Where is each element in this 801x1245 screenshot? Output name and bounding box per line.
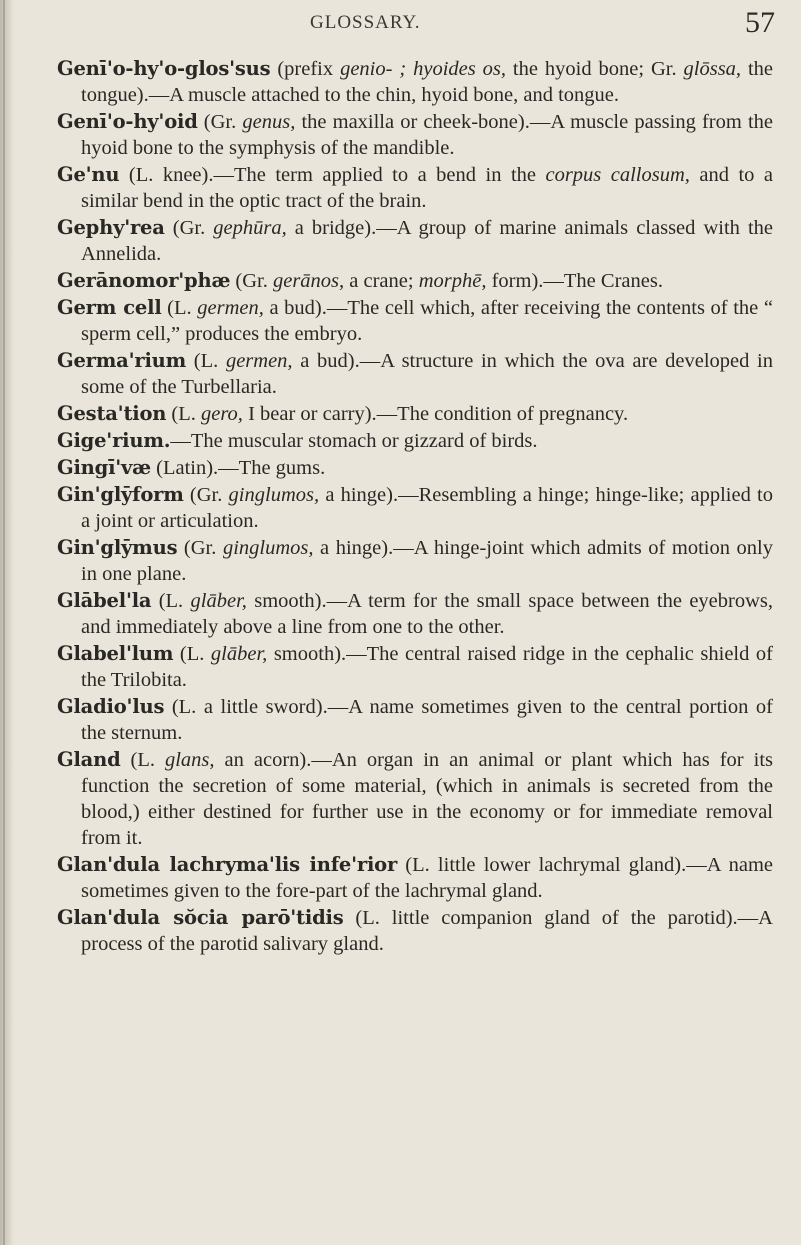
entry-headword: Glan'dula sŏcia parō'tidis	[57, 906, 344, 929]
entry-definition-text: the tongue).—A muscle attached to the chin, hyoid bone, and tongue.	[81, 58, 774, 106]
entry-definition-text: a bud).—A structure in which the ova are developed in some of the Turbellaria.	[81, 350, 774, 398]
entry-etymon: glāber,	[210, 643, 268, 665]
entry-definition-text: (L. knee).—The term applied to a bend in the	[119, 164, 546, 186]
entry-definition-text: (L. little lower lachrymal gland).—A name sometimes given to the fore-part of the lachrymal gland.	[81, 854, 773, 902]
glossary-entries	[57, 56, 773, 958]
entry-definition-text: a bridge).—A group of marine animals classed with the Annelida.	[81, 217, 773, 265]
entry-headword: Glan'dula lachryma'lis infe'rior	[57, 853, 398, 876]
entry-definition-text: (prefix	[270, 58, 341, 80]
entry-headword: Gin'glȳform	[57, 483, 184, 506]
entry-definition-text: —The muscular stomach or gizzard of birds.	[170, 430, 538, 452]
entry-etymon: glōssa,	[683, 58, 742, 80]
entry-definition-text: (L.	[166, 403, 201, 425]
entry-definition-text: and to a similar bend in the optic tract of the brain.	[81, 164, 773, 212]
entry-definition-text: (Latin).—The gums.	[151, 457, 326, 479]
glossary-entry	[57, 905, 773, 957]
running-head	[0, 6, 801, 46]
entry-etymon: ginglumos,	[222, 537, 314, 559]
entry-headword: Germ cell	[57, 296, 162, 319]
glossary-entry	[57, 215, 773, 267]
glossary-entry	[57, 641, 773, 693]
entry-etymon: germen,	[197, 297, 264, 319]
entry-etymon: gero,	[200, 403, 243, 425]
entry-definition-text: (L. little companion gland of the parotid).—A process of the parotid salivary gland.	[81, 907, 773, 955]
entry-etymon: germen,	[225, 350, 293, 372]
entry-definition-text: (Gr.	[183, 484, 229, 506]
entry-etymon: genio- ; hyoides os,	[340, 58, 506, 80]
entry-etymon: glāber,	[190, 590, 247, 612]
entry-definition-text: (Gr.	[230, 270, 273, 292]
entry-definition-text: a crane;	[344, 270, 419, 292]
glossary-entry	[57, 268, 773, 294]
entry-definition-text: an acorn).—An organ in an animal or plant which has for its function the secretion of some material, (which in animals is secreted from the blood,) either destined for further use in the economy or for immediate removal from it.	[81, 749, 773, 849]
entry-headword: Germa'rium	[57, 349, 187, 372]
entry-definition-text: form).—The Cranes.	[486, 270, 663, 292]
glossary-entry	[57, 109, 773, 161]
glossary-entry	[57, 694, 773, 746]
glossary-entry	[57, 852, 773, 904]
glossary-entry	[57, 162, 773, 214]
entry-headword: Genī'o-hy'oid	[57, 110, 198, 133]
glossary-entry	[57, 348, 773, 400]
entry-etymon: genus,	[242, 111, 296, 133]
entry-headword: Gingī'væ	[57, 456, 151, 479]
entry-definition-text: (L.	[161, 297, 198, 319]
entry-definition-text: smooth).—The central raised ridge in the cephalic shield of the Trilobita.	[81, 643, 773, 691]
entry-headword: Ge'nu	[57, 163, 120, 186]
glossary-entry	[57, 56, 773, 108]
entry-headword: Glabel'lum	[57, 642, 174, 665]
glossary-entry	[57, 535, 773, 587]
glossary-entry	[57, 401, 773, 427]
entry-headword: Glābel'la	[57, 589, 152, 612]
glossary-entry	[57, 428, 773, 454]
entry-etymon: morphē,	[418, 270, 487, 292]
entry-definition-text: (L.	[186, 350, 226, 372]
entry-etymon: gephūra,	[213, 217, 287, 239]
entry-definition-text: (L.	[151, 590, 191, 612]
entry-headword: Gladio'lus	[57, 695, 165, 718]
entry-etymon: corpus callosum,	[545, 164, 690, 186]
entry-definition-text: a hinge).—A hinge-joint which admits of motion only in one plane.	[81, 537, 773, 585]
entry-definition-text: (L.	[173, 643, 211, 665]
entry-headword: Gige'rium.	[57, 429, 171, 452]
entry-headword: Gephy'rea	[57, 216, 165, 239]
entry-definition-text: (L. a little sword).—A name sometimes given to the central portion of the sternum.	[81, 696, 773, 744]
entry-headword: Gland	[57, 748, 121, 771]
entry-definition-text: (Gr.	[197, 111, 243, 133]
entry-definition-text: a hinge).—Resembling a hinge; hinge-like; applied to a joint or articulation.	[81, 484, 773, 532]
page-number: 57	[745, 6, 775, 39]
entry-etymon: ginglumos,	[228, 484, 320, 506]
entry-definition-text: (L.	[120, 749, 165, 771]
glossary-entry	[57, 295, 773, 347]
entry-definition-text: (Gr.	[177, 537, 223, 559]
entry-definition-text: the maxilla or cheek-bone).—A muscle passing from the hyoid bone to the symphysis of the mandible.	[81, 111, 773, 159]
glossary-entry	[57, 482, 773, 534]
entry-definition-text: a bud).—The cell which, after receiving the contents of the “ sperm cell,” produces the embryo.	[81, 297, 773, 345]
glossary-entry	[57, 455, 773, 481]
entry-definition-text: the hyoid bone; Gr.	[506, 58, 684, 80]
page-title: GLOSSARY.	[310, 12, 421, 33]
entry-etymon: gerānos,	[272, 270, 345, 292]
entry-headword: Gin'glȳmus	[57, 536, 178, 559]
entry-definition-text: I bear or carry).—The condition of pregnancy.	[242, 403, 629, 425]
entry-definition-text: (Gr.	[164, 217, 214, 239]
glossary-entry	[57, 588, 773, 640]
entry-etymon: glans,	[164, 749, 215, 771]
page-binding-line	[3, 0, 5, 1245]
entry-headword: Gerānomor'phæ	[57, 269, 231, 292]
glossary-entry	[57, 747, 773, 851]
entry-definition-text: smooth).—A term for the small space between the eyebrows, and immediately above a line from one to the other.	[81, 590, 773, 638]
entry-headword: Genī'o-hy'o-glos'sus	[57, 57, 271, 80]
entry-headword: Gesta'tion	[57, 402, 167, 425]
